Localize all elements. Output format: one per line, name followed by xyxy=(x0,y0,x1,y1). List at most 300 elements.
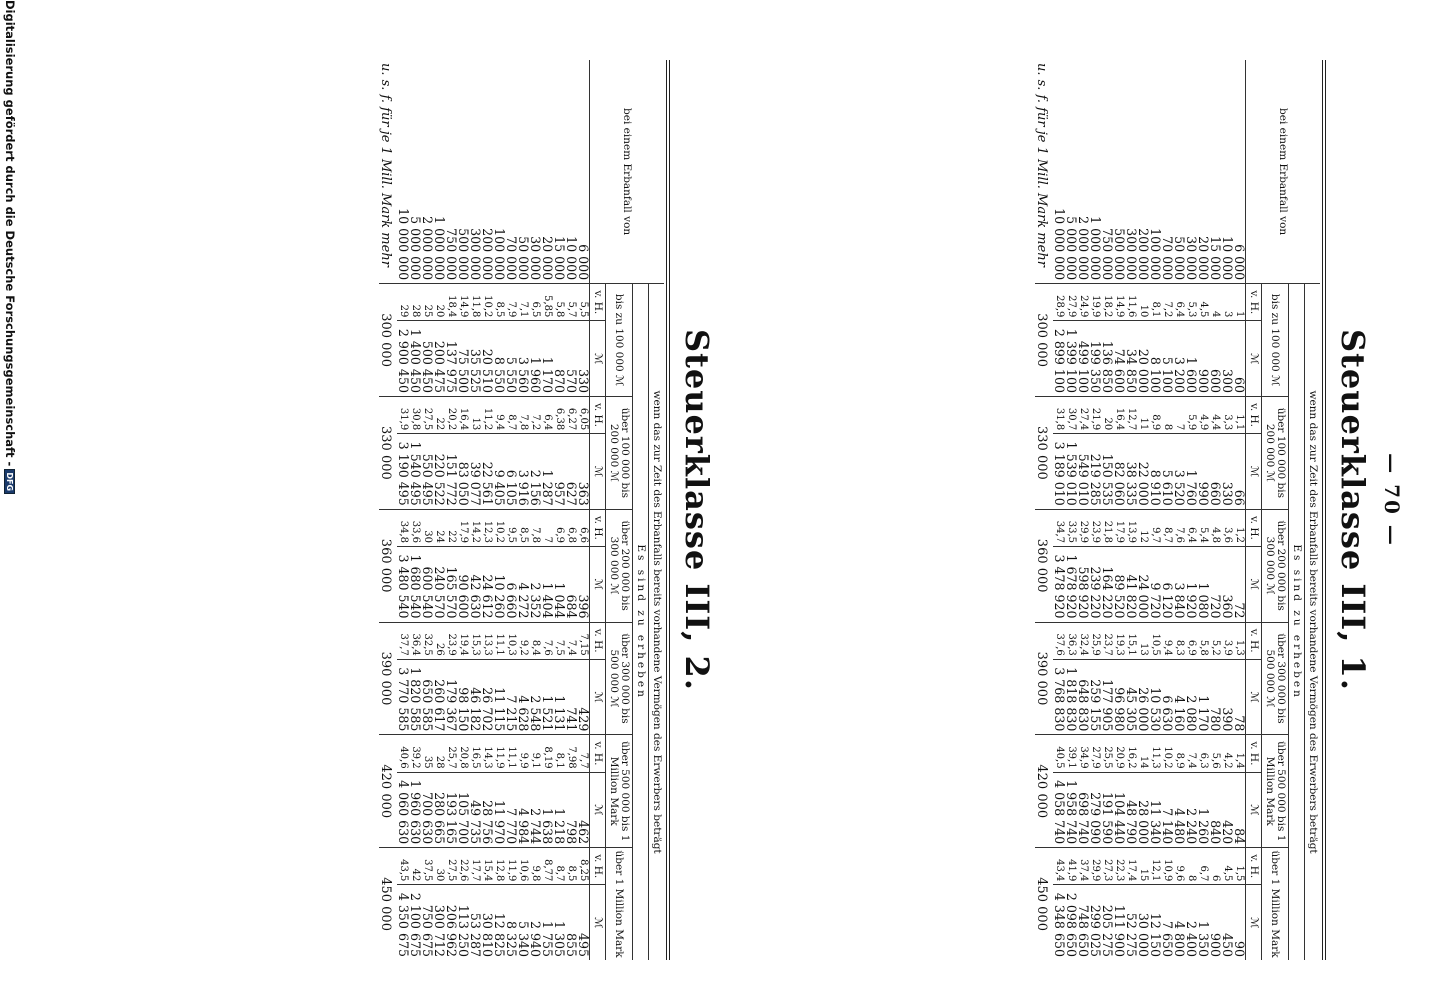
table-row-increment xyxy=(1035,60,1053,960)
tax-amount: 4 350 675 xyxy=(397,885,409,960)
tax-amount: 30 810 xyxy=(481,885,493,960)
tax-amount: 720 xyxy=(1209,546,1221,622)
tax-rate: 8,5 xyxy=(517,509,529,546)
tax-rate: 4,5 xyxy=(1221,848,1233,885)
tax-amount: 3 200 xyxy=(1173,321,1185,397)
tax-rate: 16,4 xyxy=(1113,396,1125,433)
tax-amount: 900 xyxy=(1197,321,1209,397)
tax-amount: 104 440 xyxy=(1113,772,1125,848)
tax-rate: 6,9 xyxy=(1185,622,1197,659)
inheritance-amount: 200 000 xyxy=(480,228,495,281)
inheritance-amount: 70 000 xyxy=(504,236,519,281)
tax-amount: 98 150 xyxy=(457,659,469,735)
tax-amount: 220 522 xyxy=(433,434,445,510)
tax-amount: 500 450 xyxy=(421,321,433,397)
tax-amount: 300 712 xyxy=(433,885,445,960)
tax-rate: 7,15 xyxy=(577,622,590,659)
inheritance-amount: 10 000 xyxy=(1220,236,1235,281)
tax-rate: 12,7 xyxy=(1125,396,1137,433)
col-group-header: über 1 Million Mark xyxy=(1262,848,1289,960)
tax-amount: 2 352 xyxy=(529,546,541,622)
increment-amount: 390 000 xyxy=(379,622,397,735)
tax-rate: 14,3 xyxy=(481,735,493,772)
tax-amount: 137 975 xyxy=(445,321,457,397)
tax-amount: 60 xyxy=(1233,321,1246,397)
tax-amount: 1 920 xyxy=(1185,546,1197,622)
tax-amount: 35 525 xyxy=(469,321,481,397)
increment-label: u. s. f. für je 1 Mill. Mark mehr xyxy=(1034,63,1049,267)
tax-rate: 21,8 xyxy=(1101,509,1113,546)
tax-amount: 4 800 xyxy=(1173,885,1185,960)
tax-amount: 38 335 xyxy=(1125,434,1137,510)
tax-amount: 39 077 xyxy=(469,434,481,510)
col-group-header: über 200 000 bis 300 000 ℳ xyxy=(1262,509,1289,622)
tax-rate: 5,4 xyxy=(1197,509,1209,546)
tax-amount: 1 960 630 xyxy=(409,772,421,848)
tax-rate: 27,4 xyxy=(1077,396,1089,433)
tax-amount: 600 540 xyxy=(421,546,433,622)
tax-rate: 6,9 xyxy=(553,509,565,546)
increment-amount: 330 000 xyxy=(379,396,397,509)
tax-amount: 4 058 740 xyxy=(1053,772,1065,848)
tax-rate: 4 xyxy=(1209,284,1221,321)
tax-amount: 84 xyxy=(1233,772,1246,848)
tax-rate: 39,2 xyxy=(409,735,421,772)
tax-rate: 41,9 xyxy=(1065,848,1077,885)
inheritance-amount: 10 000 xyxy=(564,236,579,281)
tax-rate: 7,5 xyxy=(553,622,565,659)
tax-amount: 1 400 450 xyxy=(409,321,421,397)
tax-amount: 450 xyxy=(1221,885,1233,960)
tax-rate: 12,1 xyxy=(1149,848,1161,885)
tax-rate: 31,8 xyxy=(1053,396,1065,433)
tax-rate: 7,8 xyxy=(517,396,529,433)
tax-rate: 1 xyxy=(1233,284,1246,321)
tax-rate: 28,9 xyxy=(1053,284,1065,321)
table-title: Steuerklasse III, 1. xyxy=(1334,329,1372,691)
tax-amount: 9 405 xyxy=(493,434,505,510)
tax-amount: 1 404 xyxy=(541,546,553,622)
tax-rate: 8 xyxy=(1185,848,1197,885)
tax-amount: 1 678 920 xyxy=(1065,546,1077,622)
tax-amount: 24 000 xyxy=(1137,546,1149,622)
tax-rate: 10,6 xyxy=(517,848,529,885)
dfg-logo: DFG xyxy=(4,469,15,494)
tax-rate: 34,9 xyxy=(1077,735,1089,772)
tax-rate: 25,9 xyxy=(1089,622,1101,659)
tax-rate: 37,4 xyxy=(1077,848,1089,885)
tax-rate: 6,6 xyxy=(577,509,590,546)
tax-rate: 20,9 xyxy=(1113,735,1125,772)
tax-amount: 1 287 xyxy=(541,434,553,510)
tax-rate: 8,25 xyxy=(577,848,590,885)
tax-amount: 396 xyxy=(577,546,590,622)
tax-rate: 37,6 xyxy=(1053,622,1065,659)
tax-amount: 46 182 xyxy=(469,659,481,735)
tax-amount: 12 825 xyxy=(493,885,505,960)
col-group-header: über 500 000 bis 1 Million Mark xyxy=(606,735,633,848)
tax-rate: 15,3 xyxy=(469,622,481,659)
unit-mark: ℳ xyxy=(1246,885,1262,960)
tax-rate: 9,9 xyxy=(517,735,529,772)
tax-rate: 5,8 xyxy=(1197,622,1209,659)
tax-rate: 8 xyxy=(1161,396,1173,433)
tax-amount: 30 000 xyxy=(1137,885,1149,960)
tax-rate: 6,4 xyxy=(1185,509,1197,546)
inheritance-amount: 50 000 xyxy=(1172,236,1187,281)
header-condition: wenn das zur Zeit des Erbanfalls bereits vorhandene Vermögen des Erwerbers beträgt xyxy=(649,284,665,960)
tax-rate: 3 xyxy=(1221,284,1233,321)
unit-mark: ℳ xyxy=(590,772,606,848)
tax-rate: 27,5 xyxy=(421,396,433,433)
tax-amount: 3 840 xyxy=(1173,546,1185,622)
tax-rate: 8,7 xyxy=(553,848,565,885)
tax-amount: 259 155 xyxy=(1089,659,1101,735)
tax-amount: 6 120 xyxy=(1161,546,1173,622)
tax-rate: 5,9 xyxy=(1185,396,1197,433)
digitization-credit xyxy=(3,0,17,1000)
tax-rate: 33,5 xyxy=(1065,509,1077,546)
tax-rate: 9,8 xyxy=(529,848,541,885)
unit-mark: ℳ xyxy=(1246,321,1262,397)
tax-rate: 34,8 xyxy=(397,509,409,546)
tax-rate: 37,7 xyxy=(397,622,409,659)
tax-rate: 4,8 xyxy=(1209,509,1221,546)
tax-amount: 1 170 xyxy=(1197,659,1209,735)
tax-rate: 5,2 xyxy=(1209,622,1221,659)
tax-amount: 499 100 xyxy=(1077,321,1089,397)
tax-amount: 1 080 xyxy=(1197,546,1209,622)
unit-percent: v. H. xyxy=(590,284,606,321)
tax-amount: 1 755 xyxy=(541,885,553,960)
tax-amount: 855 xyxy=(565,885,577,960)
increment-amount: 360 000 xyxy=(379,509,397,622)
unit-percent: v. H. xyxy=(590,396,606,433)
tax-rate: 23,7 xyxy=(1101,622,1113,659)
tax-amount: 360 xyxy=(1221,546,1233,622)
tax-rate: 20 xyxy=(1101,396,1113,433)
tax-rate: 28 xyxy=(433,735,445,772)
tax-amount: 4 480 xyxy=(1173,772,1185,848)
increment-amount: 330 000 xyxy=(1035,396,1053,509)
tax-rate: 8,4 xyxy=(529,622,541,659)
tax-rate: 11,9 xyxy=(505,848,517,885)
tax-rate: 42 xyxy=(409,848,421,885)
tax-amount: 2 744 xyxy=(529,772,541,848)
col-header-inheritance: bei einem Erbanfall von xyxy=(1246,60,1321,284)
tax-rate: 13,3 xyxy=(481,622,493,659)
tax-amount: 1 521 xyxy=(541,659,553,735)
tax-rate: 12,8 xyxy=(493,848,505,885)
tax-rate: 17,9 xyxy=(457,509,469,546)
tax-amount: 1 680 540 xyxy=(409,546,421,622)
tax-rate: 24 xyxy=(433,509,445,546)
increment-amount: 420 000 xyxy=(1035,735,1053,848)
unit-percent: v. H. xyxy=(1246,396,1262,433)
tax-amount: 5 100 xyxy=(1161,321,1173,397)
tax-amount: 11 970 xyxy=(493,772,505,848)
tax-amount: 3 478 920 xyxy=(1053,546,1065,622)
tax-rate: 30,8 xyxy=(409,396,421,433)
tax-rate: 14,9 xyxy=(457,284,469,321)
tax-rate: 11 xyxy=(1137,396,1149,433)
tax-rate: 43,5 xyxy=(397,848,409,885)
tax-rate: 9,1 xyxy=(529,735,541,772)
inheritance-amount: 6 000 xyxy=(576,244,591,281)
tax-rate: 20,2 xyxy=(445,396,457,433)
tax-amount: 3 189 010 xyxy=(1053,434,1065,510)
tax-rate: 12,3 xyxy=(481,509,493,546)
tax-amount: 6 630 xyxy=(1161,659,1173,735)
unit-mark: ℳ xyxy=(1246,434,1262,510)
tax-amount: 260 617 xyxy=(433,659,445,735)
tax-rate: 19,3 xyxy=(1113,622,1125,659)
tax-amount: 330 xyxy=(1221,434,1233,510)
tax-amount: 10 530 xyxy=(1149,659,1161,735)
unit-percent: v. H. xyxy=(1246,509,1262,546)
tax-amount: 598 920 xyxy=(1077,546,1089,622)
tax-amount: 96 980 xyxy=(1113,659,1125,735)
tax-amount: 1 399 100 xyxy=(1065,321,1077,397)
tax-amount: 8 910 xyxy=(1149,434,1161,510)
tax-rate: 8,19 xyxy=(541,735,553,772)
tax-rate: 7,6 xyxy=(541,622,553,659)
tax-rate: 7,98 xyxy=(565,735,577,772)
tax-rate: 7,7 xyxy=(577,735,590,772)
tax-table xyxy=(1035,60,1320,960)
tax-rate: 36,4 xyxy=(409,622,421,659)
inheritance-amount: 100 000 xyxy=(492,228,507,281)
tax-rate: 39,1 xyxy=(1065,735,1077,772)
unit-mark: ℳ xyxy=(590,546,606,622)
inheritance-amount: 200 000 xyxy=(1136,228,1151,281)
tax-rate: 27,5 xyxy=(445,848,457,885)
tax-rate: 7,6 xyxy=(1173,509,1185,546)
unit-percent: v. H. xyxy=(1246,622,1262,659)
tax-amount: 420 xyxy=(1221,772,1233,848)
tax-amount: 3 770 585 xyxy=(397,659,409,735)
tax-amount: 78 xyxy=(1233,659,1246,735)
unit-percent: v. H. xyxy=(1246,284,1262,321)
tax-rate: 10 xyxy=(1137,284,1149,321)
tax-amount: 5 610 xyxy=(1161,434,1173,510)
tax-amount: 4 628 xyxy=(517,659,529,735)
tax-rate: 7 xyxy=(1173,396,1185,433)
tax-amount: 798 xyxy=(565,772,577,848)
tax-amount: 42 630 xyxy=(469,546,481,622)
tax-rate: 6,5 xyxy=(529,284,541,321)
tax-amount: 200 475 xyxy=(433,321,445,397)
tax-rate: 7,4 xyxy=(565,622,577,659)
tax-amount: 2 098 650 xyxy=(1065,885,1077,960)
tax-amount: 151 772 xyxy=(445,434,457,510)
table-row-increment xyxy=(379,60,397,960)
tax-rate: 11,1 xyxy=(505,735,517,772)
col-group-header: über 1 Million Mark xyxy=(606,848,633,960)
tax-amount: 698 740 xyxy=(1077,772,1089,848)
tax-amount: 164 220 xyxy=(1101,546,1113,622)
tax-rate: 27,9 xyxy=(1089,735,1101,772)
inheritance-amount: 1 000 000 xyxy=(1088,216,1103,281)
tax-amount: 495 xyxy=(577,885,590,960)
tax-amount: 840 xyxy=(1209,772,1221,848)
tax-amount: 4 060 630 xyxy=(397,772,409,848)
tax-amount: 4 984 xyxy=(517,772,529,848)
tax-rate: 8,7 xyxy=(505,396,517,433)
tax-rate: 43,4 xyxy=(1053,848,1065,885)
tax-amount: 89 520 xyxy=(1113,546,1125,622)
tax-table-block-1 xyxy=(1035,60,1372,960)
tax-amount: 22 561 xyxy=(481,434,493,510)
tax-amount: 150 535 xyxy=(1101,434,1113,510)
inheritance-amount: 750 000 xyxy=(1100,228,1115,281)
tax-amount: 1 638 xyxy=(541,772,553,848)
tax-rate: 10,2 xyxy=(493,509,505,546)
inheritance-amount: 5 000 000 xyxy=(408,216,423,281)
tax-amount: 1 760 xyxy=(1185,434,1197,510)
inheritance-amount: 50 000 xyxy=(516,236,531,281)
tax-rate: 8,1 xyxy=(553,735,565,772)
tax-amount: 1 540 495 xyxy=(409,434,421,510)
tax-amount: 4 348 650 xyxy=(1053,885,1065,960)
tax-rate: 32,4 xyxy=(1077,622,1089,659)
tax-amount: 1 131 xyxy=(553,659,565,735)
tax-rate: 10,2 xyxy=(1161,735,1173,772)
tax-amount: 11 340 xyxy=(1149,772,1161,848)
tax-rate: 1,1 xyxy=(1233,396,1246,433)
tax-rate: 1,5 xyxy=(1233,848,1246,885)
unit-mark: ℳ xyxy=(590,434,606,510)
col-group-header: über 100 000 bis 200 000 ℳ xyxy=(606,396,633,509)
tax-amount: 2 080 xyxy=(1185,659,1197,735)
tax-rate: 22,6 xyxy=(457,848,469,885)
tax-amount: 2 899 100 xyxy=(1053,321,1065,397)
unit-mark: ℳ xyxy=(1246,546,1262,622)
tax-amount: 90 xyxy=(1233,885,1246,960)
unit-percent: v. H. xyxy=(590,848,606,885)
tax-amount: 570 xyxy=(565,321,577,397)
increment-amount: 420 000 xyxy=(379,735,397,848)
tax-amount: 748 650 xyxy=(1077,885,1089,960)
tax-amount: 957 xyxy=(553,434,565,510)
unit-percent: v. H. xyxy=(1246,848,1262,885)
tax-rate: 17,9 xyxy=(1113,509,1125,546)
tax-rate: 3,9 xyxy=(1221,622,1233,659)
tax-amount: 2 240 xyxy=(1185,772,1197,848)
tax-amount: 240 570 xyxy=(433,546,445,622)
unit-mark: ℳ xyxy=(590,321,606,397)
tax-amount: 205 275 xyxy=(1101,885,1113,960)
inheritance-amount: 15 000 xyxy=(552,236,567,281)
tax-amount: 1 818 830 xyxy=(1065,659,1077,735)
tax-amount: 330 xyxy=(577,321,590,397)
tax-rate: 8,9 xyxy=(1149,396,1161,433)
tax-amount: 2 900 450 xyxy=(397,321,409,397)
tax-rate: 24,9 xyxy=(1077,284,1089,321)
tax-amount: 6 105 xyxy=(505,434,517,510)
inheritance-amount: 2 000 000 xyxy=(420,216,435,281)
tax-amount: 780 xyxy=(1209,659,1221,735)
tax-amount: 1 218 xyxy=(553,772,565,848)
tax-rate: 31,9 xyxy=(397,396,409,433)
tax-rate: 7,2 xyxy=(529,396,541,433)
tax-rate: 9,2 xyxy=(517,622,529,659)
tax-amount: 3 480 540 xyxy=(397,546,409,622)
inheritance-amount: 5 000 000 xyxy=(1064,216,1079,281)
tax-rate: 8,7 xyxy=(1161,509,1173,546)
tax-rate: 5,85 xyxy=(541,284,553,321)
tax-rate: 8,9 xyxy=(1173,735,1185,772)
tax-amount: 90 600 xyxy=(457,546,469,622)
inheritance-amount: 500 000 xyxy=(456,228,471,281)
tax-amount: 7 215 xyxy=(505,659,517,735)
tax-amount: 8 100 xyxy=(1149,321,1161,397)
tax-amount: 700 630 xyxy=(421,772,433,848)
tax-rate: 27,9 xyxy=(1065,284,1077,321)
tax-amount: 11 115 xyxy=(493,659,505,735)
tax-rate: 36,3 xyxy=(1065,622,1077,659)
tax-amount: 136 850 xyxy=(1101,321,1113,397)
tax-amount: 26 000 xyxy=(1137,659,1149,735)
tax-rate: 9,4 xyxy=(1161,622,1173,659)
tax-rate: 27,3 xyxy=(1101,848,1113,885)
tax-amount: 20 510 xyxy=(481,321,493,397)
tax-amount: 2 156 xyxy=(529,434,541,510)
tax-rate: 25 xyxy=(421,284,433,321)
tax-table-block-2 xyxy=(379,60,716,960)
tax-amount: 1 350 xyxy=(1197,885,1209,960)
tax-rate: 16,2 xyxy=(1125,735,1137,772)
tax-amount: 627 xyxy=(565,434,577,510)
inheritance-amount: 20 000 xyxy=(1196,236,1211,281)
tax-rate: 7,4 xyxy=(1185,735,1197,772)
unit-percent: v. H. xyxy=(590,622,606,659)
tax-amount: 870 xyxy=(553,321,565,397)
tax-amount: 741 xyxy=(565,659,577,735)
tax-rate: 17,4 xyxy=(1125,848,1137,885)
tax-rate: 8,5 xyxy=(565,848,577,885)
header-levy: Es sind zu erheben xyxy=(1289,284,1305,960)
tax-amount: 3 520 xyxy=(1173,434,1185,510)
tax-amount: 650 585 xyxy=(421,659,433,735)
tax-rate: 23,9 xyxy=(445,622,457,659)
page-number: — 70 — xyxy=(1380,453,1404,547)
tax-amount: 53 287 xyxy=(469,885,481,960)
tax-rate: 17,7 xyxy=(469,848,481,885)
tax-amount: 1 820 585 xyxy=(409,659,421,735)
double-rule xyxy=(666,60,670,960)
tax-rate: 11,2 xyxy=(481,396,493,433)
tax-rate: 35 xyxy=(421,735,433,772)
tax-amount: 4 272 xyxy=(517,546,529,622)
tax-amount: 7 140 xyxy=(1161,772,1173,848)
tax-rate: 8,77 xyxy=(541,848,553,885)
tax-rate: 9,5 xyxy=(505,509,517,546)
tax-rate: 18,2 xyxy=(1101,284,1113,321)
tax-amount: 82 060 xyxy=(1113,434,1125,510)
tax-amount: 5 340 xyxy=(517,885,529,960)
tax-rate: 9,4 xyxy=(493,396,505,433)
tax-amount: 52 275 xyxy=(1125,885,1137,960)
tax-amount: 7 650 xyxy=(1161,885,1173,960)
tax-amount: 1 260 xyxy=(1197,772,1209,848)
tax-amount: 22 000 xyxy=(1137,434,1149,510)
inheritance-amount: 15 000 xyxy=(1208,236,1223,281)
tax-amount: 2 400 xyxy=(1185,885,1197,960)
tax-rate: 16,4 xyxy=(457,396,469,433)
inheritance-amount: 10 000 000 xyxy=(1052,208,1067,281)
tax-rate: 4,9 xyxy=(1197,396,1209,433)
